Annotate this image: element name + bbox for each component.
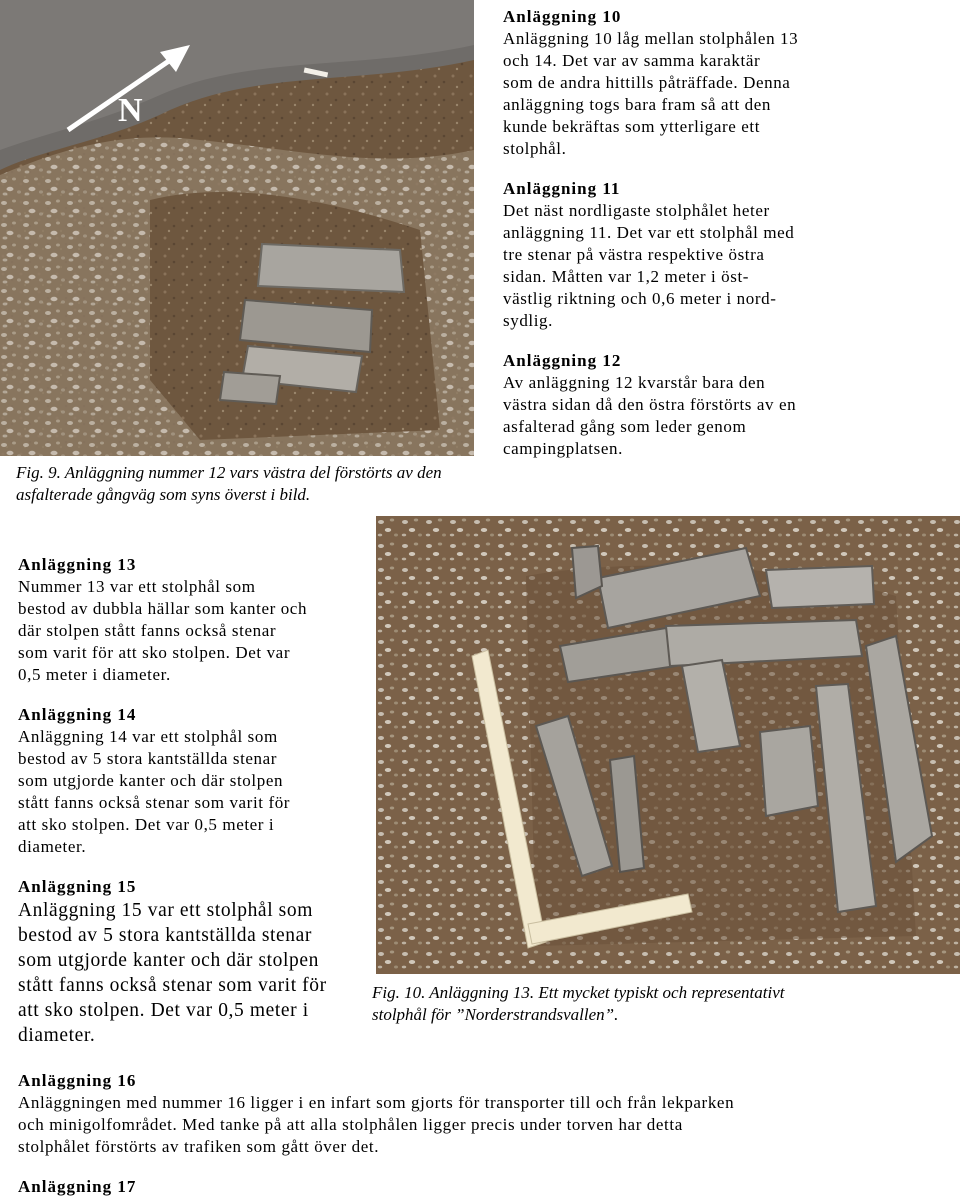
section-anlaggning-15 xyxy=(18,876,368,1048)
figure-10-photo xyxy=(376,516,960,974)
section-line: bestod av 5 stora kantställda stenar xyxy=(18,925,312,946)
section-line: bestod av 5 stora kantställda stenar xyxy=(18,749,278,768)
section-line: Anläggning 14 var ett stolphål som xyxy=(18,727,278,746)
section-heading: Anläggning 16 xyxy=(18,1071,137,1090)
north-label: N xyxy=(118,92,143,129)
section-line: västlig riktning och 0,6 meter i nord- xyxy=(503,289,777,308)
section-heading: Anläggning 12 xyxy=(503,351,622,370)
section-line: diameter. xyxy=(18,837,87,856)
section-line: där stolpen stått fanns också stenar xyxy=(18,621,277,640)
section-line: som varit för att sko stolpen. Det var xyxy=(18,643,291,662)
figure-9-caption: Fig. 9. Anläggning nummer 12 vars västra del förstörts av den asfalterade gångväg som syns överst i bild. xyxy=(16,463,442,504)
caption-line: stolphål för ”Norderstrandsvallen”. xyxy=(372,1005,619,1024)
section-heading: Anläggning 14 xyxy=(18,705,137,724)
section-heading: Anläggning 10 xyxy=(503,7,622,26)
section-anlaggning-13 xyxy=(18,554,363,686)
section-line: västra sidan då den östra förstörts av en xyxy=(503,395,797,414)
section-heading: Anläggning 15 xyxy=(18,877,137,896)
figure-10-caption xyxy=(372,982,960,1026)
section-line: Av anläggning 12 kvarstår bara den xyxy=(503,373,766,392)
section-anlaggning-14 xyxy=(18,704,363,858)
section-line: Anläggningen med nummer 16 ligger i en infart som gjorts för transporter till och från lekparken xyxy=(18,1093,735,1112)
section-line: bestod av dubbla hällar som kanter och xyxy=(18,599,308,618)
section-line: kunde bekräftas som ytterligare ett xyxy=(503,117,761,136)
section-line: stått fanns också stenar som varit för xyxy=(18,793,291,812)
section-line: asfalterad gång som leder genom xyxy=(503,417,747,436)
section-anlaggning-16 xyxy=(18,1070,948,1158)
section-line: sydlig. xyxy=(503,311,554,330)
section-heading: Anläggning 13 xyxy=(18,555,137,574)
section-line: diameter. xyxy=(18,1025,96,1046)
section-line: Nummer 13 var ett stolphål som xyxy=(18,577,256,596)
caption-line: Fig. 10. Anläggning 13. Ett mycket typiskt och representativt xyxy=(372,983,785,1002)
section-line: och 14. Det var av samma karaktär xyxy=(503,51,761,70)
section-line: stolphål. xyxy=(503,139,567,158)
figure-9-photo xyxy=(0,0,474,456)
section-line: att sko stolpen. Det var 0,5 meter i xyxy=(18,1000,309,1021)
section-line: stolphålet förstörts av trafiken som gått över det. xyxy=(18,1137,380,1156)
section-anlaggning-11 xyxy=(503,178,943,332)
section-line: Anläggning 10 låg mellan stolphålen 13 xyxy=(503,29,799,48)
section-line: som utgjorde kanter och där stolpen xyxy=(18,771,284,790)
section-line: anläggning 11. Det var ett stolphål med xyxy=(503,223,795,242)
section-line: Anläggning 15 var ett stolphål som xyxy=(18,900,313,921)
section-heading: Anläggning 17 xyxy=(18,1177,137,1196)
section-line: sidan. Måtten var 1,2 meter i öst- xyxy=(503,267,750,286)
section-anlaggning-10 xyxy=(503,6,943,160)
section-line: Det näst nordligaste stolphålet heter xyxy=(503,201,770,220)
section-line: att sko stolpen. Det var 0,5 meter i xyxy=(18,815,275,834)
section-line: som utgjorde kanter och där stolpen xyxy=(18,950,319,971)
section-line: tre stenar på västra respektive östra xyxy=(503,245,765,264)
section-line: anläggning togs bara fram så att den xyxy=(503,95,772,114)
section-line: som de andra hittills påträffade. Denna xyxy=(503,73,791,92)
section-heading: Anläggning 11 xyxy=(503,179,621,198)
section-line: och minigolfområdet. Med tanke på att alla stolphålen ligger precis under torven har detta xyxy=(18,1115,683,1134)
section-line: stått fanns också stenar som varit för xyxy=(18,975,327,996)
section-line: 0,5 meter i diameter. xyxy=(18,665,171,684)
section-line: campingplatsen. xyxy=(503,439,623,458)
section-anlaggning-12 xyxy=(503,350,943,460)
section-anlaggning-17 xyxy=(18,1176,418,1198)
